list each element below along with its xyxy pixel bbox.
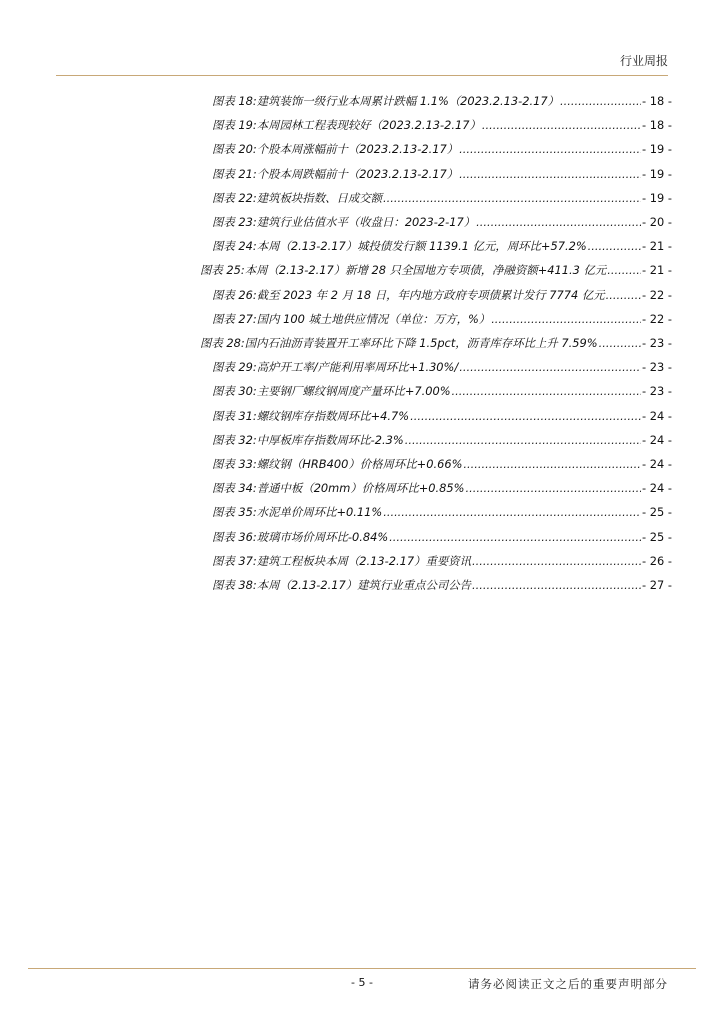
- toc-page-number: - 25 -: [642, 505, 672, 520]
- toc-page-number: - 26 -: [642, 553, 672, 568]
- toc-page-number: - 24 -: [642, 432, 672, 447]
- footer-divider: [28, 968, 696, 969]
- toc-figure-title: 建筑工程板块本周（2.13-2.17）重要资讯: [256, 553, 472, 568]
- report-type-label: 行业周报: [619, 54, 668, 68]
- toc-page-number: - 18 -: [642, 118, 672, 133]
- toc-leader-dots: [606, 286, 641, 304]
- toc-page-number: - 23 -: [642, 336, 672, 350]
- toc-figure-number: 图表 32:: [212, 432, 257, 447]
- toc-figure-title: 本周园林工程表现较好（2023.2.13-2.17）: [256, 118, 481, 133]
- toc-page-number: - 21 -: [642, 239, 672, 254]
- toc-page-number: - 21 -: [642, 263, 672, 278]
- toc-figure-number: 图表 24:: [212, 239, 257, 254]
- toc-figure-title: 个股本周跌幅前十（2023.2.13-2.17）: [256, 166, 459, 181]
- toc-figure-number: 图表 26:: [212, 287, 257, 302]
- toc-leader-dots: [560, 92, 641, 110]
- toc-figure-title: 玻璃市场价周环比-0.84%: [256, 529, 389, 544]
- toc-leader-dots: [472, 576, 641, 594]
- toc-leader-dots: [463, 455, 641, 473]
- toc-figure-number: 图表 36:: [212, 529, 257, 544]
- toc-entry[interactable]: [212, 382, 672, 400]
- toc-figure-number: 图表 34:: [212, 481, 257, 496]
- toc-page-number: - 25 -: [642, 529, 672, 544]
- toc-leader-dots: [383, 503, 641, 521]
- disclaimer-notice: 请务必阅读正文之后的重要声明部分: [468, 977, 668, 991]
- toc-figure-title: 建筑装饰一级行业本周累计跌幅 1.1%（2023.2.13-2.17）: [256, 94, 559, 108]
- toc-figure-title: 螺纹钢库存指数周环比+4.7%: [256, 408, 410, 423]
- toc-entry[interactable]: [212, 116, 672, 134]
- toc-figure-number: 图表 25:: [200, 263, 245, 278]
- toc-entry[interactable]: [212, 455, 672, 473]
- toc-entry[interactable]: [212, 552, 672, 570]
- toc-leader-dots: [452, 382, 641, 400]
- toc-figure-title: 建筑板块指数、日成交额: [256, 190, 383, 205]
- toc-entry[interactable]: [212, 140, 672, 158]
- toc-entry[interactable]: [200, 261, 672, 279]
- toc-page-number: - 19 -: [642, 190, 672, 205]
- page-number: - 5 -: [351, 976, 373, 989]
- toc-figure-number: 图表 37:: [212, 553, 257, 568]
- toc-figure-title: 国内石油沥青装置开工率环比下降 1.5pct，沥青库存环比上升 7.59%: [244, 336, 598, 350]
- toc-entry[interactable]: [212, 528, 672, 546]
- toc-leader-dots: [410, 407, 641, 425]
- toc-figure-number: 图表 33:: [212, 457, 257, 471]
- toc-leader-dots: [476, 213, 641, 231]
- toc-leader-dots: [607, 261, 641, 279]
- toc-page-number: - 22 -: [642, 311, 672, 326]
- toc-entry[interactable]: [212, 165, 672, 183]
- toc-entry[interactable]: [212, 213, 672, 231]
- toc-figure-title: 中厚板库存指数周环比-2.3%: [256, 432, 404, 447]
- toc-figure-number: 图表 29:: [212, 360, 257, 375]
- toc-figure-number: 图表 22:: [212, 190, 257, 205]
- toc-entry[interactable]: [212, 576, 672, 594]
- toc-figure-number: 图表 31:: [212, 408, 257, 423]
- toc-figure-number: 图表 23:: [212, 215, 257, 229]
- toc-figure-title: 本周（2.13-2.17）建筑行业重点公司公告: [256, 578, 472, 592]
- toc-figure-title: 本周（2.13-2.17）城投债发行额 1139.1 亿元，周环比+57.2%: [256, 239, 587, 254]
- toc-page-number: - 23 -: [642, 360, 672, 375]
- toc-figure-title: 主要钢厂螺纹钢周度产量环比+7.00%: [256, 384, 451, 399]
- toc-leader-dots: [459, 140, 641, 158]
- toc-figure-title: 建筑行业估值水平（收盘日：2023-2-17）: [256, 215, 476, 229]
- toc-figure-number: 图表 18:: [212, 94, 257, 108]
- toc-figure-title: 水泥单价周环比+0.11%: [256, 505, 383, 520]
- toc-page-number: - 20 -: [642, 215, 672, 229]
- toc-page-number: - 18 -: [642, 94, 672, 108]
- toc-leader-dots: [491, 310, 641, 328]
- toc-leader-dots: [588, 237, 641, 255]
- toc-figure-title: 本周（2.13-2.17）新增 28 只全国地方专项债，净融资额+411.3 亿元: [244, 263, 607, 278]
- toc-page-number: - 24 -: [642, 457, 672, 471]
- toc-figure-number: 图表 28:: [200, 336, 245, 350]
- toc-page-number: - 22 -: [642, 287, 672, 302]
- toc-leader-dots: [599, 334, 641, 352]
- toc-figure-title: 个股本周涨幅前十（2023.2.13-2.17）: [256, 142, 459, 157]
- toc-figure-number: 图表 20:: [212, 142, 257, 157]
- toc-leader-dots: [459, 358, 641, 376]
- toc-leader-dots: [472, 552, 641, 570]
- toc-figure-title: 国内 100 城土地供应情况（单位：万方，%）: [256, 311, 491, 326]
- toc-page-number: - 24 -: [642, 481, 672, 496]
- toc-figure-number: 图表 27:: [212, 311, 257, 326]
- toc-page-number: - 19 -: [642, 166, 672, 181]
- toc-page-number: - 27 -: [642, 578, 672, 592]
- toc-page-number: - 23 -: [642, 384, 672, 399]
- toc-entry[interactable]: [212, 503, 672, 521]
- toc-leader-dots: [465, 479, 641, 497]
- toc-figure-title: 截至 2023 年 2 月 18 日，年内地方政府专项债累计发行 7774 亿元: [256, 287, 605, 302]
- toc-figure-number: 图表 30:: [212, 384, 257, 399]
- toc-entry[interactable]: [212, 92, 672, 110]
- toc-leader-dots: [383, 189, 641, 207]
- header-divider: [56, 75, 668, 76]
- toc-leader-dots: [389, 528, 641, 546]
- toc-page-number: - 24 -: [642, 408, 672, 423]
- toc-entry[interactable]: [212, 479, 672, 497]
- toc-leader-dots: [459, 165, 641, 183]
- toc-leader-dots: [405, 431, 641, 449]
- toc-figure-number: 图表 19:: [212, 118, 257, 133]
- toc-entry[interactable]: [212, 286, 672, 304]
- toc-entry[interactable]: [212, 189, 672, 207]
- toc-entry[interactable]: [212, 358, 672, 376]
- toc-figure-number: 图表 21:: [212, 166, 257, 181]
- toc-entry[interactable]: [212, 407, 672, 425]
- toc-figure-title: 高炉开工率/产能利用率周环比+1.30%/: [256, 360, 459, 375]
- toc-figure-title: 螺纹钢（HRB400）价格周环比+0.66%: [256, 457, 463, 471]
- toc-entry[interactable]: [200, 334, 672, 352]
- toc-figure-title: 普通中板（20mm）价格周环比+0.85%: [256, 481, 465, 496]
- toc-page-number: - 19 -: [642, 142, 672, 157]
- toc-figure-number: 图表 38:: [212, 578, 257, 592]
- toc-entry[interactable]: [212, 310, 672, 328]
- toc-leader-dots: [482, 116, 641, 134]
- toc-entry[interactable]: [212, 237, 672, 255]
- toc-figure-number: 图表 35:: [212, 505, 257, 520]
- toc-entry[interactable]: [212, 431, 672, 449]
